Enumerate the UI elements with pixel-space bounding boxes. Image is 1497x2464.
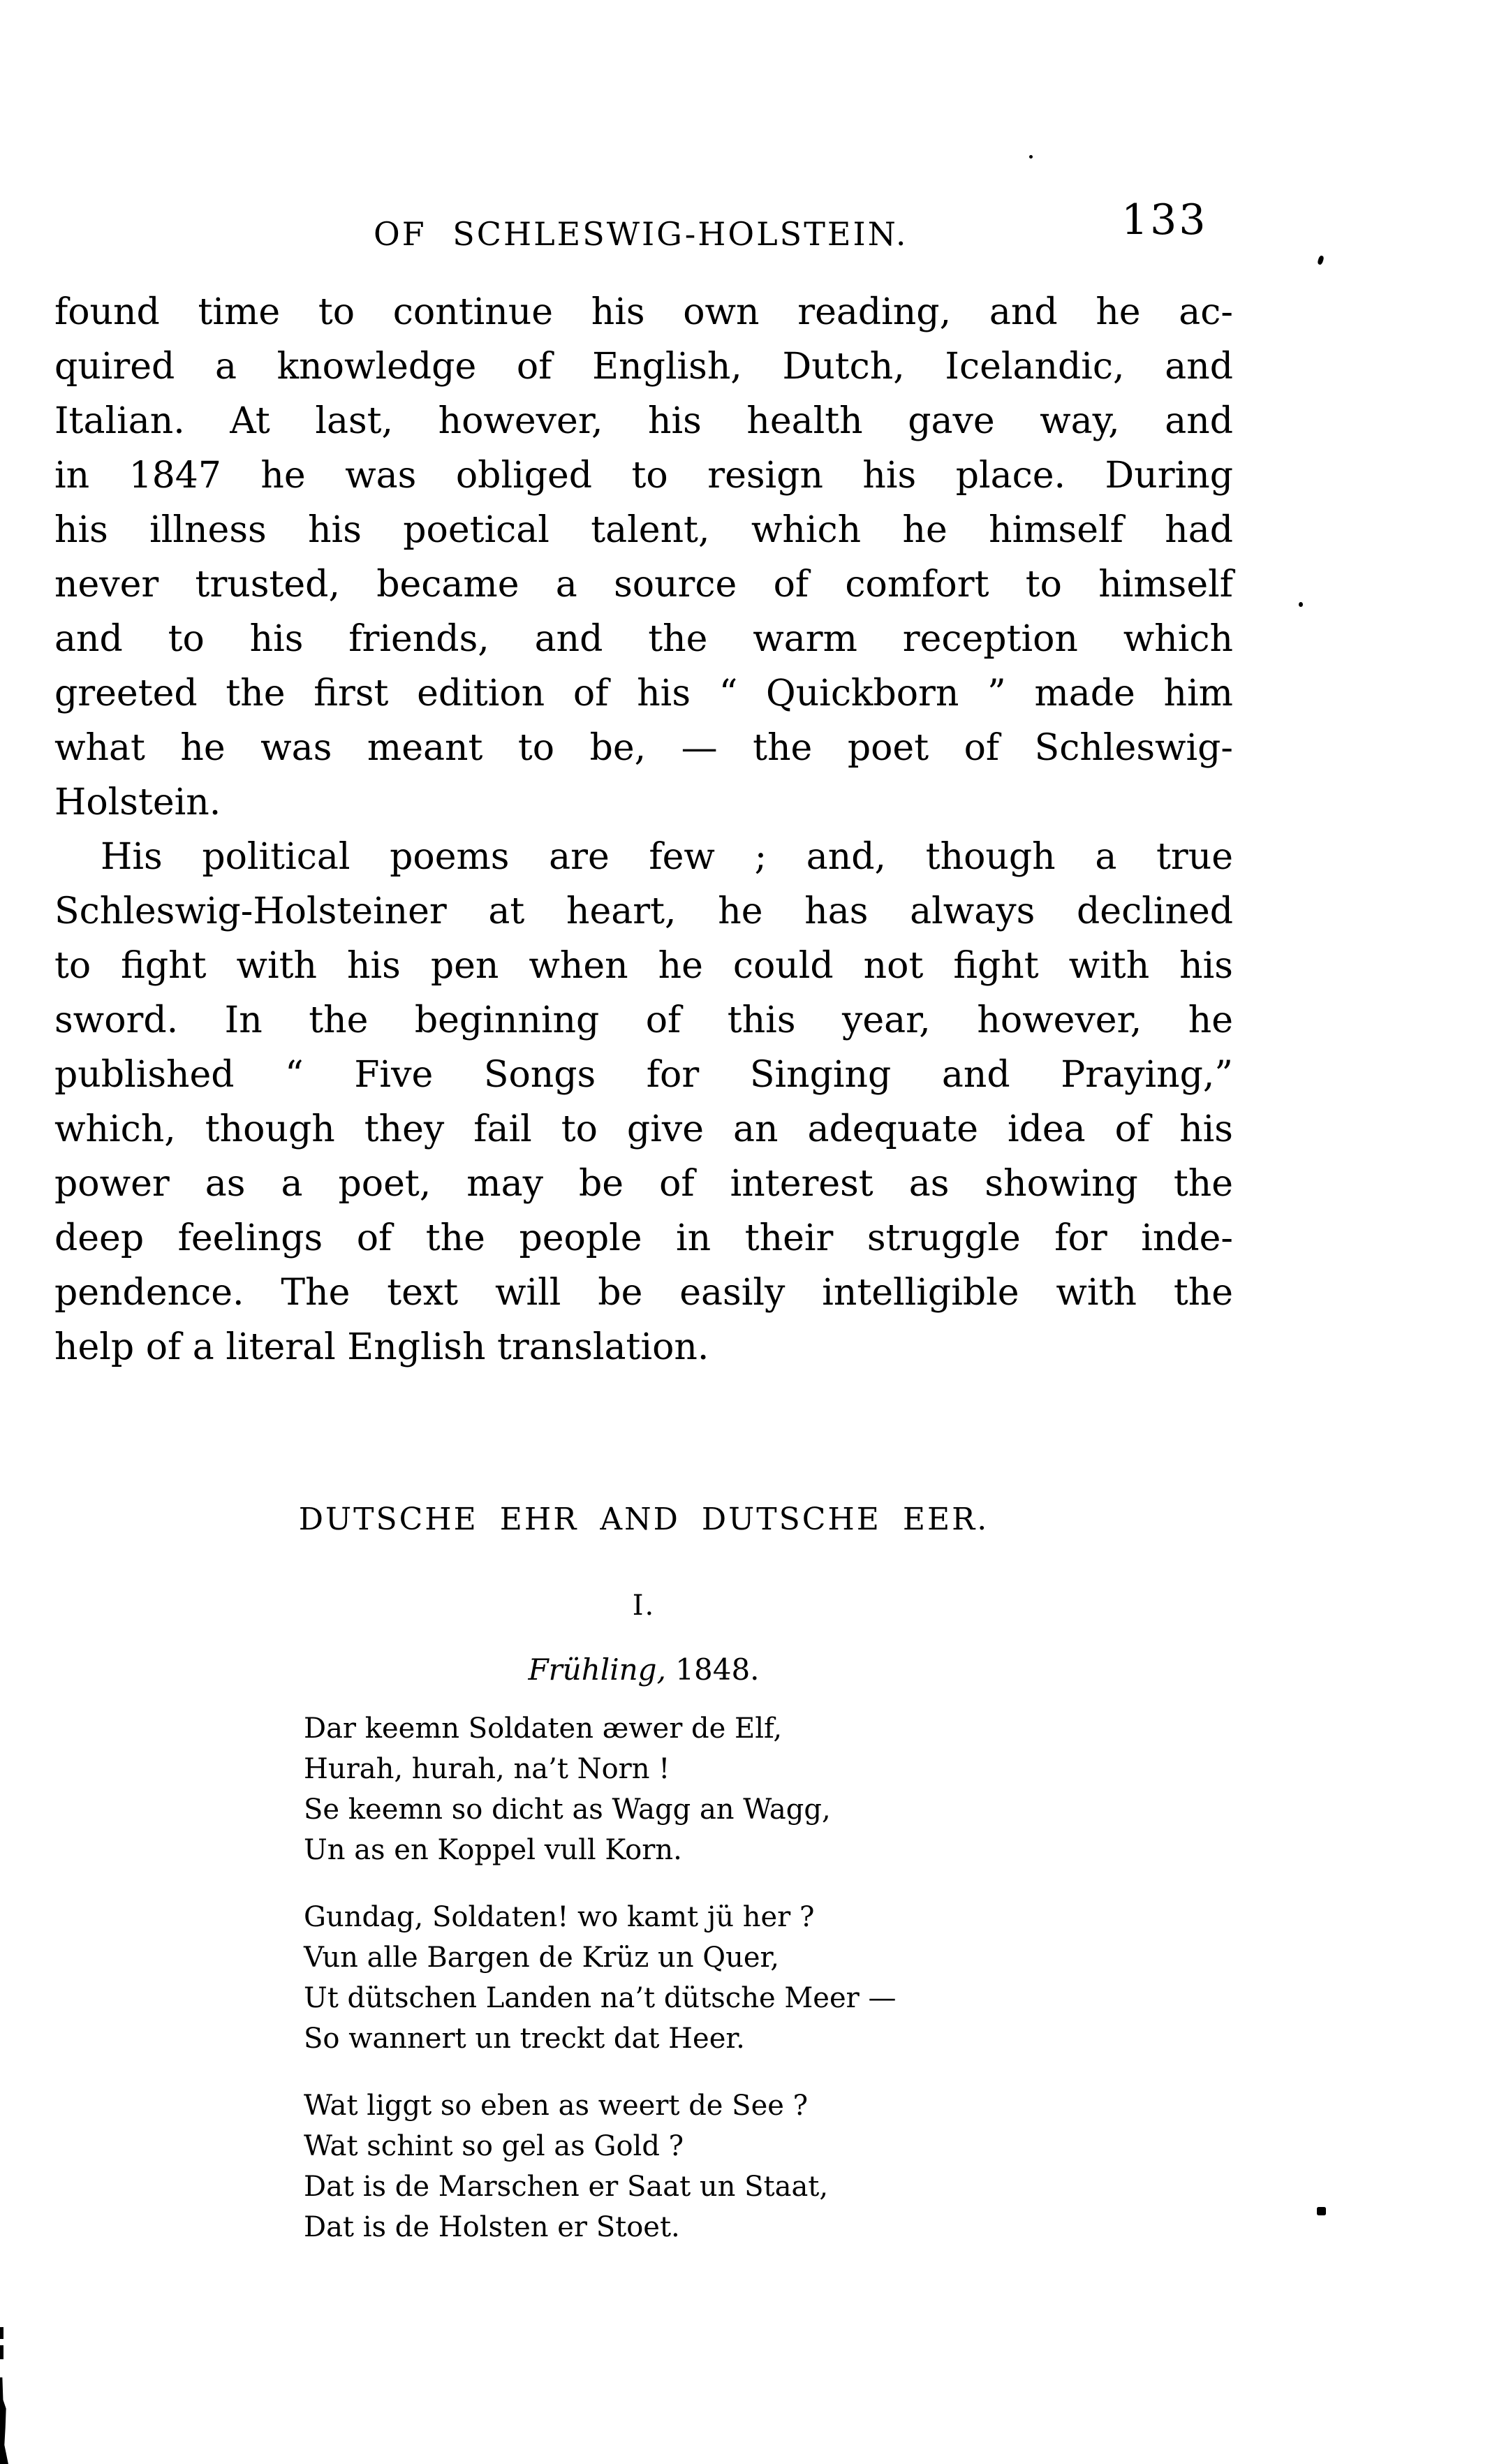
page-number: 133 xyxy=(1121,196,1208,244)
scan-speck xyxy=(1317,2207,1326,2215)
paragraph-1 xyxy=(54,285,1233,830)
body-line: Holstein. xyxy=(54,782,221,823)
body-line: what he was meant to be, — the poet of Schleswig- xyxy=(54,727,1233,769)
poem-line: Dat is de Marschen er Saat un Staat, xyxy=(304,2171,829,2203)
scan-edge-artifact xyxy=(0,2377,10,2464)
stanza-1 xyxy=(304,1708,896,1870)
body-line: to fight with his pen when he could not fight with his xyxy=(54,945,1233,987)
body-line: published “ Five Songs for Singing and Praying,” xyxy=(54,1054,1233,1096)
body-line: quired a knowledge of English, Dutch, Icelandic, and xyxy=(54,346,1233,388)
body-line: sword. In the beginning of this year, however, he xyxy=(54,999,1233,1041)
poem-line: Gundag, Soldaten! wo kamt jü her ? xyxy=(304,1901,815,1933)
body-line: greeted the first edition of his “ Quickborn ” made him xyxy=(54,673,1233,714)
body-line: which, though they fail to give an adequate idea of his xyxy=(54,1108,1233,1150)
body-line: never trusted, became a source of comfort to himself xyxy=(54,564,1233,606)
scan-speck xyxy=(1317,255,1325,265)
poem-caption-year: 1848. xyxy=(675,1652,760,1687)
poem-line: Se keemn so dicht as Wagg an Wagg, xyxy=(304,1794,831,1826)
body-line: Schleswig-Holsteiner at heart, he has always declined xyxy=(54,890,1233,932)
poem-caption xyxy=(54,1652,1233,1687)
body-line: in 1847 he was obliged to resign his place. During xyxy=(54,455,1233,497)
scan-edge-artifact xyxy=(0,2345,3,2359)
body-line: pendence. The text will be easily intelligible with the xyxy=(54,1272,1233,1314)
body-line: His political poems are few ; and, though a true xyxy=(101,836,1233,878)
body-line: deep feelings of the people in their struggle for inde- xyxy=(54,1217,1233,1259)
poem-section-number: I. xyxy=(632,1590,656,1622)
stanza-3 xyxy=(304,2085,896,2247)
poem-line: Un as en Koppel vull Korn. xyxy=(304,1834,682,1866)
poem-title: DUTSCHE EHR AND DUTSCHE EER. xyxy=(298,1502,989,1537)
body-line: and to his friends, and the warm reception which xyxy=(54,618,1233,660)
body-line: help of a literal English translation. xyxy=(54,1326,709,1368)
poem-line: Hurah, hurah, na’t Norn ! xyxy=(304,1753,670,1785)
poem-line: Vun alle Bargen de Krüz un Quer, xyxy=(304,1942,779,1974)
running-title: OF SCHLESWIG-HOLSTEIN. xyxy=(374,215,908,253)
scan-edge-artifact xyxy=(0,2327,3,2339)
body-line: found time to continue his own reading, and he ac- xyxy=(54,291,1233,333)
poem-line: Wat liggt so eben as weert de See ? xyxy=(304,2090,809,2122)
scan-speck xyxy=(1029,155,1033,159)
poem-caption-italic: Frühling, xyxy=(528,1652,666,1687)
paragraph-2 xyxy=(54,830,1233,1374)
poem-line: Wat schint so gel as Gold ? xyxy=(304,2130,684,2162)
body-line: power as a poet, may be of interest as showing the xyxy=(54,1163,1233,1205)
scan-speck xyxy=(1299,602,1303,607)
poem-line: Ut dütschen Landen na’t dütsche Meer — xyxy=(304,1982,897,2014)
body-text xyxy=(54,285,1233,1374)
body-line: Italian. At last, however, his health gave way, and xyxy=(54,400,1233,442)
body-line: his illness his poetical talent, which he himself had xyxy=(54,509,1233,551)
poem-line: Dat is de Holsten er Stoet. xyxy=(304,2211,680,2243)
poem-line: So wannert un treckt dat Heer. xyxy=(304,2023,745,2055)
poem-body xyxy=(304,1708,896,2274)
stanza-2 xyxy=(304,1897,896,2059)
poem-line: Dar keemn Soldaten æwer de Elf, xyxy=(304,1713,783,1745)
